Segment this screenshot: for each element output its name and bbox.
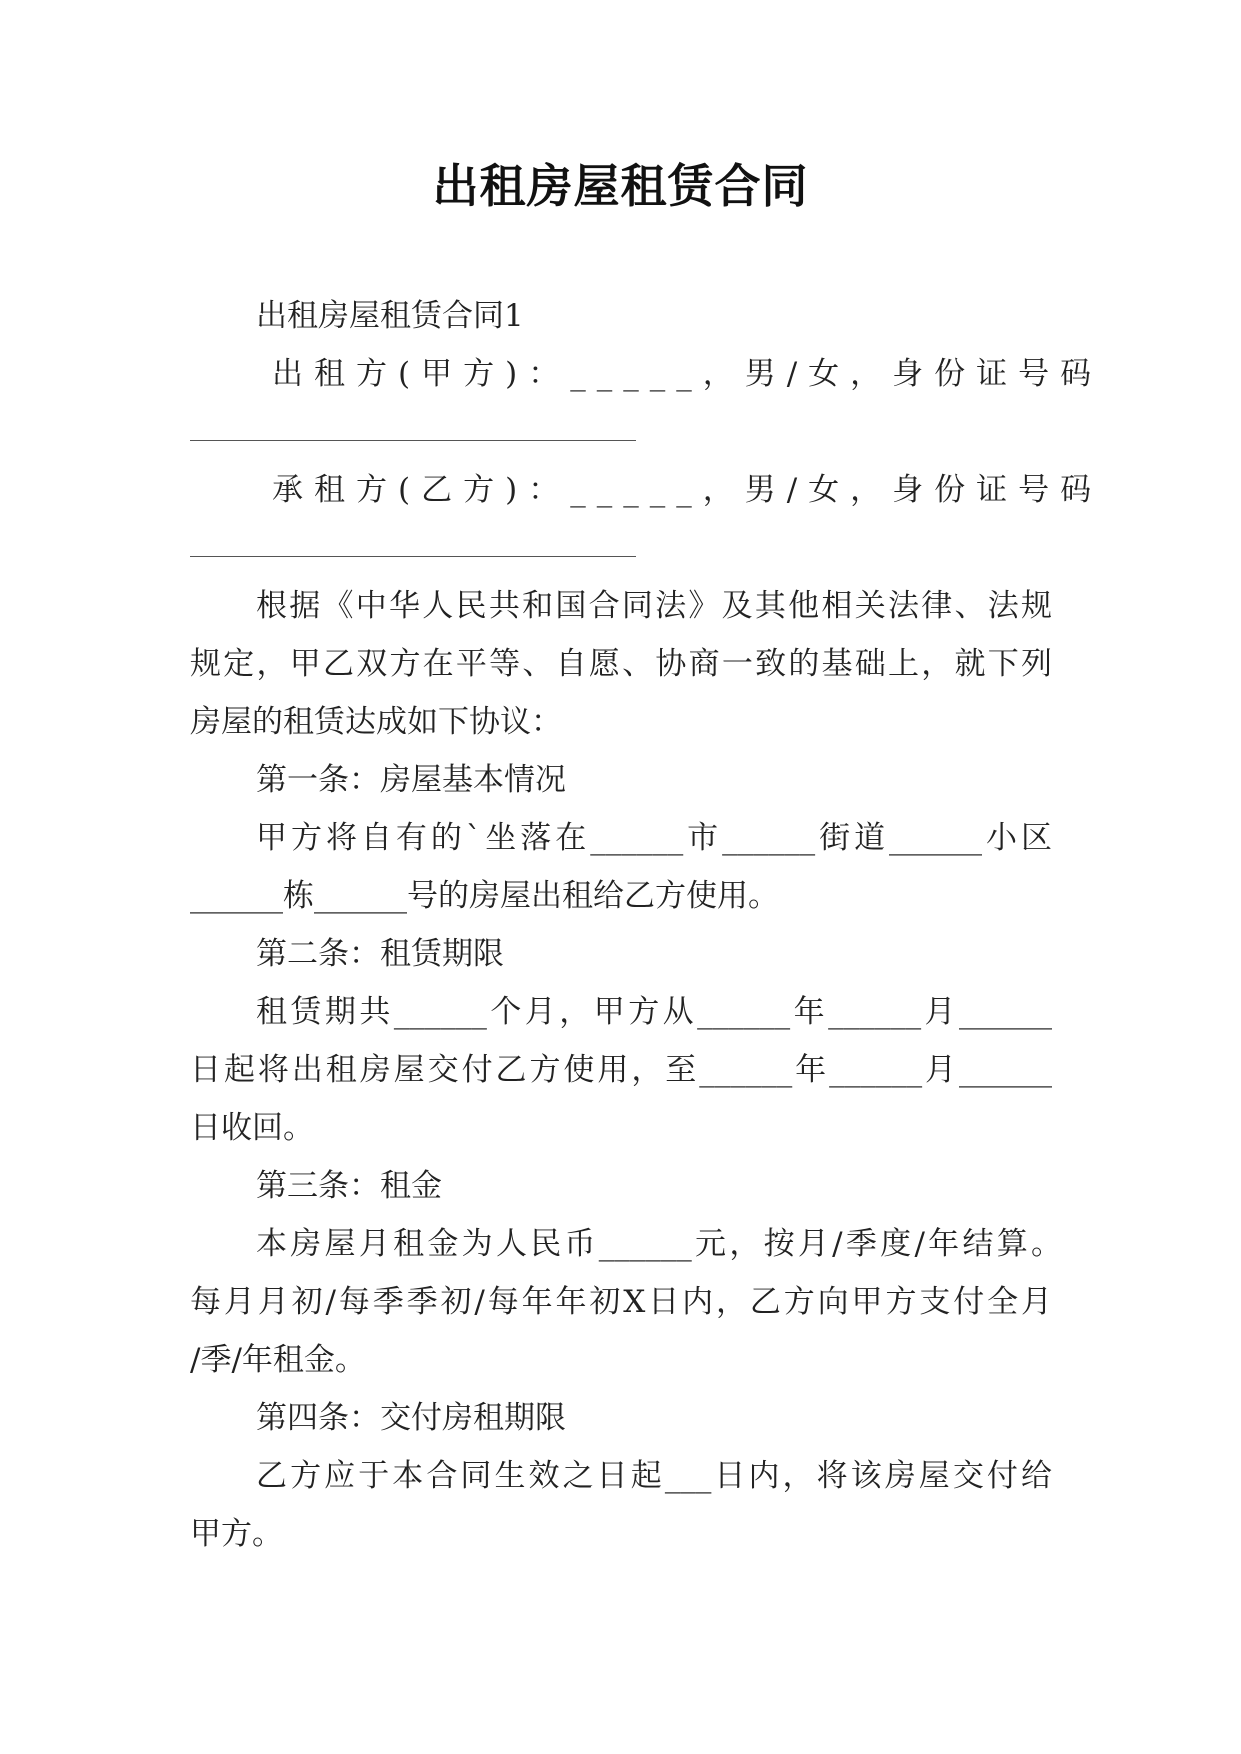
intro-line-3: 房屋的租赁达成如下协议： bbox=[190, 704, 562, 740]
article-1-line-2: ______栋______号的房屋出租给乙方使用。 bbox=[190, 878, 779, 914]
article-3-line-2: 每月月初/每季季初/每年年初X日内，乙方向甲方支付全月 bbox=[190, 1284, 1052, 1320]
article-4-line-1: 乙方应于本合同生效之日起___日内，将该房屋交付给 bbox=[256, 1458, 1052, 1494]
article-3-heading: 第三条：租金 bbox=[256, 1168, 442, 1204]
article-3-line-3: /季/年租金。 bbox=[190, 1342, 366, 1378]
article-1-line-1: 甲方将自有的`坐落在______市______街道______小区 bbox=[256, 820, 1052, 856]
article-2-line-2: 日起将出租房屋交付乙方使用，至______年______月______ bbox=[190, 1052, 1052, 1088]
party-a-line: 出租方(甲方)：_____，男/女，身份证号码 bbox=[272, 356, 1103, 392]
contract-subtitle: 出租房屋租赁合同1 bbox=[256, 298, 524, 334]
intro-line-1: 根据《中华人民共和国合同法》及其他相关法律、法规 bbox=[256, 588, 1052, 624]
article-1-heading: 第一条：房屋基本情况 bbox=[256, 762, 566, 798]
party-b-id-blank bbox=[190, 556, 636, 557]
article-2-line-1: 租赁期共______个月，甲方从______年______月______ bbox=[256, 994, 1052, 1030]
party-b-line: 承租方(乙方)：_____，男/女，身份证号码 bbox=[272, 472, 1103, 508]
article-2-line-3: 日收回。 bbox=[190, 1110, 314, 1146]
article-4-line-2: 甲方。 bbox=[190, 1516, 283, 1552]
article-3-line-1: 本房屋月租金为人民币______元，按月/季度/年结算。 bbox=[256, 1226, 1062, 1262]
party-a-id-blank bbox=[190, 440, 636, 441]
document-title: 出租房屋租赁合同 bbox=[432, 159, 809, 213]
article-4-heading: 第四条：交付房租期限 bbox=[256, 1400, 566, 1436]
article-2-heading: 第二条：租赁期限 bbox=[256, 936, 504, 972]
intro-line-2: 规定，甲乙双方在平等、自愿、协商一致的基础上，就下列 bbox=[190, 646, 1052, 682]
